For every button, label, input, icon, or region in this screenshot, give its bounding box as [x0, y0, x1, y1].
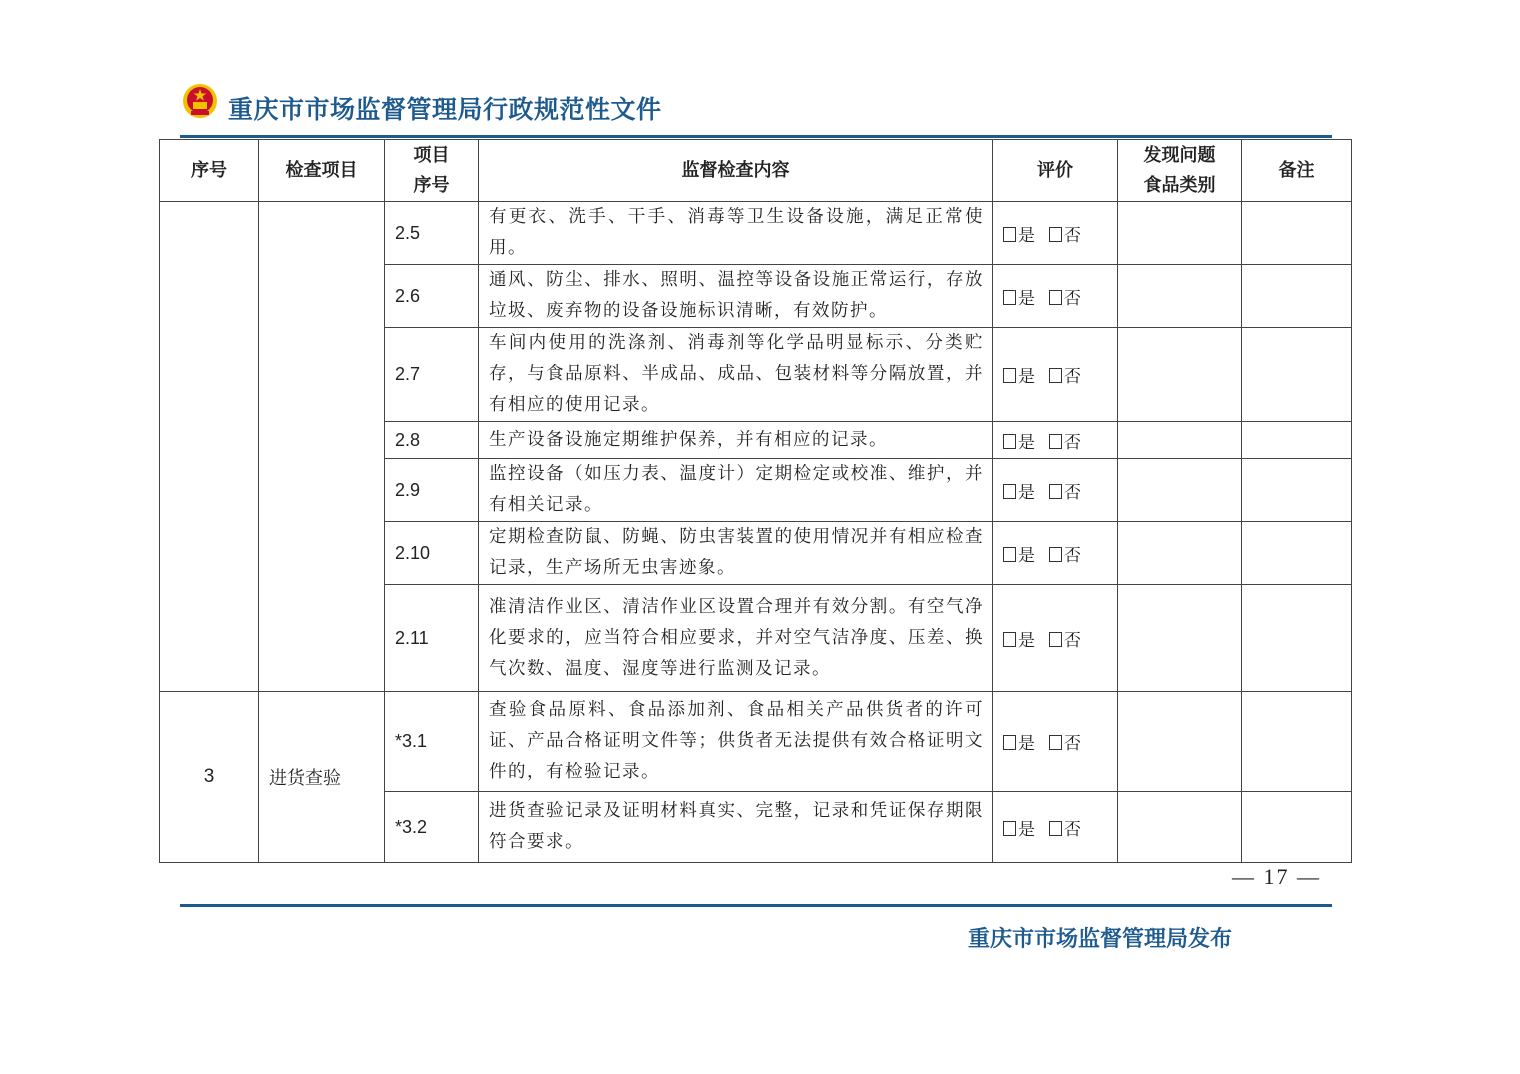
content-cell: 生产设备设施定期维护保养，并有相应的记录。	[479, 422, 993, 459]
no-checkbox[interactable]	[1049, 632, 1062, 647]
content-cell: 监控设备（如压力表、温度计）定期检定或校准、维护，并有相关记录。	[479, 459, 993, 522]
header-code	[385, 140, 479, 202]
note-cell	[1242, 459, 1352, 522]
header-code-line1: 项目	[413, 144, 450, 166]
yes-checkbox[interactable]	[1003, 547, 1016, 562]
no-checkbox[interactable]	[1049, 821, 1062, 836]
code-cell: *3.2	[385, 792, 479, 863]
content-cell: 进货查验记录及证明材料真实、完整，记录和凭证保存期限符合要求。	[479, 792, 993, 863]
code-cell: 2.11	[385, 585, 479, 692]
yes-label: 是	[1018, 482, 1035, 503]
no-label: 否	[1064, 432, 1081, 453]
header-content: 监督检查内容	[479, 140, 993, 202]
code-cell: 2.5	[385, 202, 479, 265]
header-eval: 评价	[993, 140, 1118, 202]
footer-publisher: 重庆市市场监督管理局发布	[968, 927, 1233, 952]
eval-cell	[993, 459, 1118, 522]
no-checkbox[interactable]	[1049, 434, 1062, 449]
eval-cell	[993, 792, 1118, 863]
issue-cell	[1118, 522, 1242, 585]
content-cell: 有更衣、洗手、干手、消毒等卫生设备设施，满足正常使用。	[479, 202, 993, 265]
no-label: 否	[1064, 225, 1081, 246]
yes-label: 是	[1018, 545, 1035, 566]
code-cell: 2.9	[385, 459, 479, 522]
no-checkbox[interactable]	[1049, 484, 1062, 499]
yes-label: 是	[1018, 630, 1035, 651]
header-note: 备注	[1242, 140, 1352, 202]
issue-cell	[1118, 328, 1242, 422]
eval-cell	[993, 328, 1118, 422]
note-cell	[1242, 265, 1352, 328]
note-cell	[1242, 202, 1352, 265]
yes-checkbox[interactable]	[1003, 632, 1016, 647]
header-item: 检查项目	[259, 140, 385, 202]
yes-checkbox[interactable]	[1003, 484, 1016, 499]
yes-checkbox[interactable]	[1003, 290, 1016, 305]
eval-cell	[993, 202, 1118, 265]
yes-label: 是	[1018, 367, 1035, 387]
code-cell: *3.1	[385, 692, 479, 792]
no-label: 否	[1064, 545, 1081, 566]
header-code-line2: 序号	[413, 174, 450, 196]
yes-checkbox[interactable]	[1003, 227, 1016, 242]
yes-label: 是	[1018, 288, 1035, 309]
no-checkbox[interactable]	[1049, 735, 1062, 750]
eval-cell	[993, 522, 1118, 585]
no-label: 否	[1064, 819, 1081, 840]
yes-label: 是	[1018, 819, 1035, 840]
issue-cell	[1118, 585, 1242, 692]
eval-cell	[993, 265, 1118, 328]
note-cell	[1242, 422, 1352, 459]
header-issue-line2: 食品类别	[1143, 174, 1216, 196]
code-cell: 2.10	[385, 522, 479, 585]
no-checkbox[interactable]	[1049, 290, 1062, 305]
no-label: 否	[1064, 482, 1081, 503]
yes-checkbox[interactable]	[1003, 434, 1016, 449]
note-cell	[1242, 522, 1352, 585]
issue-cell	[1118, 422, 1242, 459]
issue-cell	[1118, 459, 1242, 522]
header-title: 重庆市市场监督管理局行政规范性文件	[228, 95, 662, 124]
no-checkbox[interactable]	[1049, 227, 1062, 242]
seq-cell-empty	[160, 202, 259, 692]
content-cell: 车间内使用的洗涤剂、消毒剂等化学品明显标示、分类贮存，与食品原料、半成品、成品、包装材料等分隔放置，并有相应的使用记录。	[479, 328, 993, 422]
yes-checkbox[interactable]	[1003, 821, 1016, 836]
yes-label: 是	[1018, 734, 1035, 754]
item-cell: 进货查验	[259, 692, 385, 863]
eval-cell	[993, 692, 1118, 792]
content-cell: 通风、防尘、排水、照明、温控等设备设施正常运行，存放垃圾、废弃物的设备设施标识清晰，有效防护。	[479, 265, 993, 328]
table-row	[160, 692, 1352, 792]
issue-cell	[1118, 202, 1242, 265]
issue-cell	[1118, 792, 1242, 863]
document-header	[182, 76, 662, 126]
footer-rule	[180, 904, 1332, 907]
header-seq: 序号	[160, 140, 259, 202]
eval-cell	[993, 422, 1118, 459]
header-issue-line1: 发现问题	[1143, 144, 1216, 166]
content-cell: 定期检查防鼠、防蝇、防虫害装置的使用情况并有相应检查记录，生产场所无虫害迹象。	[479, 522, 993, 585]
note-cell	[1242, 328, 1352, 422]
no-label: 否	[1064, 630, 1081, 651]
seq-cell: 3	[160, 692, 259, 863]
note-cell	[1242, 792, 1352, 863]
issue-cell	[1118, 692, 1242, 792]
no-checkbox[interactable]	[1049, 547, 1062, 562]
no-checkbox[interactable]	[1049, 368, 1062, 383]
header-issue	[1118, 140, 1242, 202]
item-cell-empty	[259, 202, 385, 692]
no-label: 否	[1064, 288, 1081, 309]
yes-label: 是	[1018, 432, 1035, 453]
no-label: 否	[1064, 734, 1081, 754]
code-cell: 2.6	[385, 265, 479, 328]
note-cell	[1242, 692, 1352, 792]
national-emblem-icon	[182, 81, 218, 121]
content-cell: 准清洁作业区、清洁作业区设置合理并有效分割。有空气净化要求的，应当符合相应要求，并对空气洁净度、压差、换气次数、温度、湿度等进行监测及记录。	[479, 585, 993, 692]
code-cell: 2.8	[385, 422, 479, 459]
yes-checkbox[interactable]	[1003, 368, 1016, 383]
yes-label: 是	[1018, 225, 1035, 246]
table-header-row	[160, 140, 1352, 202]
no-label: 否	[1064, 367, 1081, 387]
table-row	[160, 202, 1352, 265]
page-number: — 17 —	[1232, 864, 1321, 889]
issue-cell	[1118, 265, 1242, 328]
yes-checkbox[interactable]	[1003, 735, 1016, 750]
note-cell	[1242, 585, 1352, 692]
content-cell: 查验食品原料、食品添加剂、食品相关产品供货者的许可证、产品合格证明文件等；供货者无法提供有效合格证明文件的，有检验记录。	[479, 692, 993, 792]
eval-cell	[993, 585, 1118, 692]
code-cell: 2.7	[385, 328, 479, 422]
header-rule	[180, 135, 1332, 138]
inspection-table	[159, 139, 1352, 863]
